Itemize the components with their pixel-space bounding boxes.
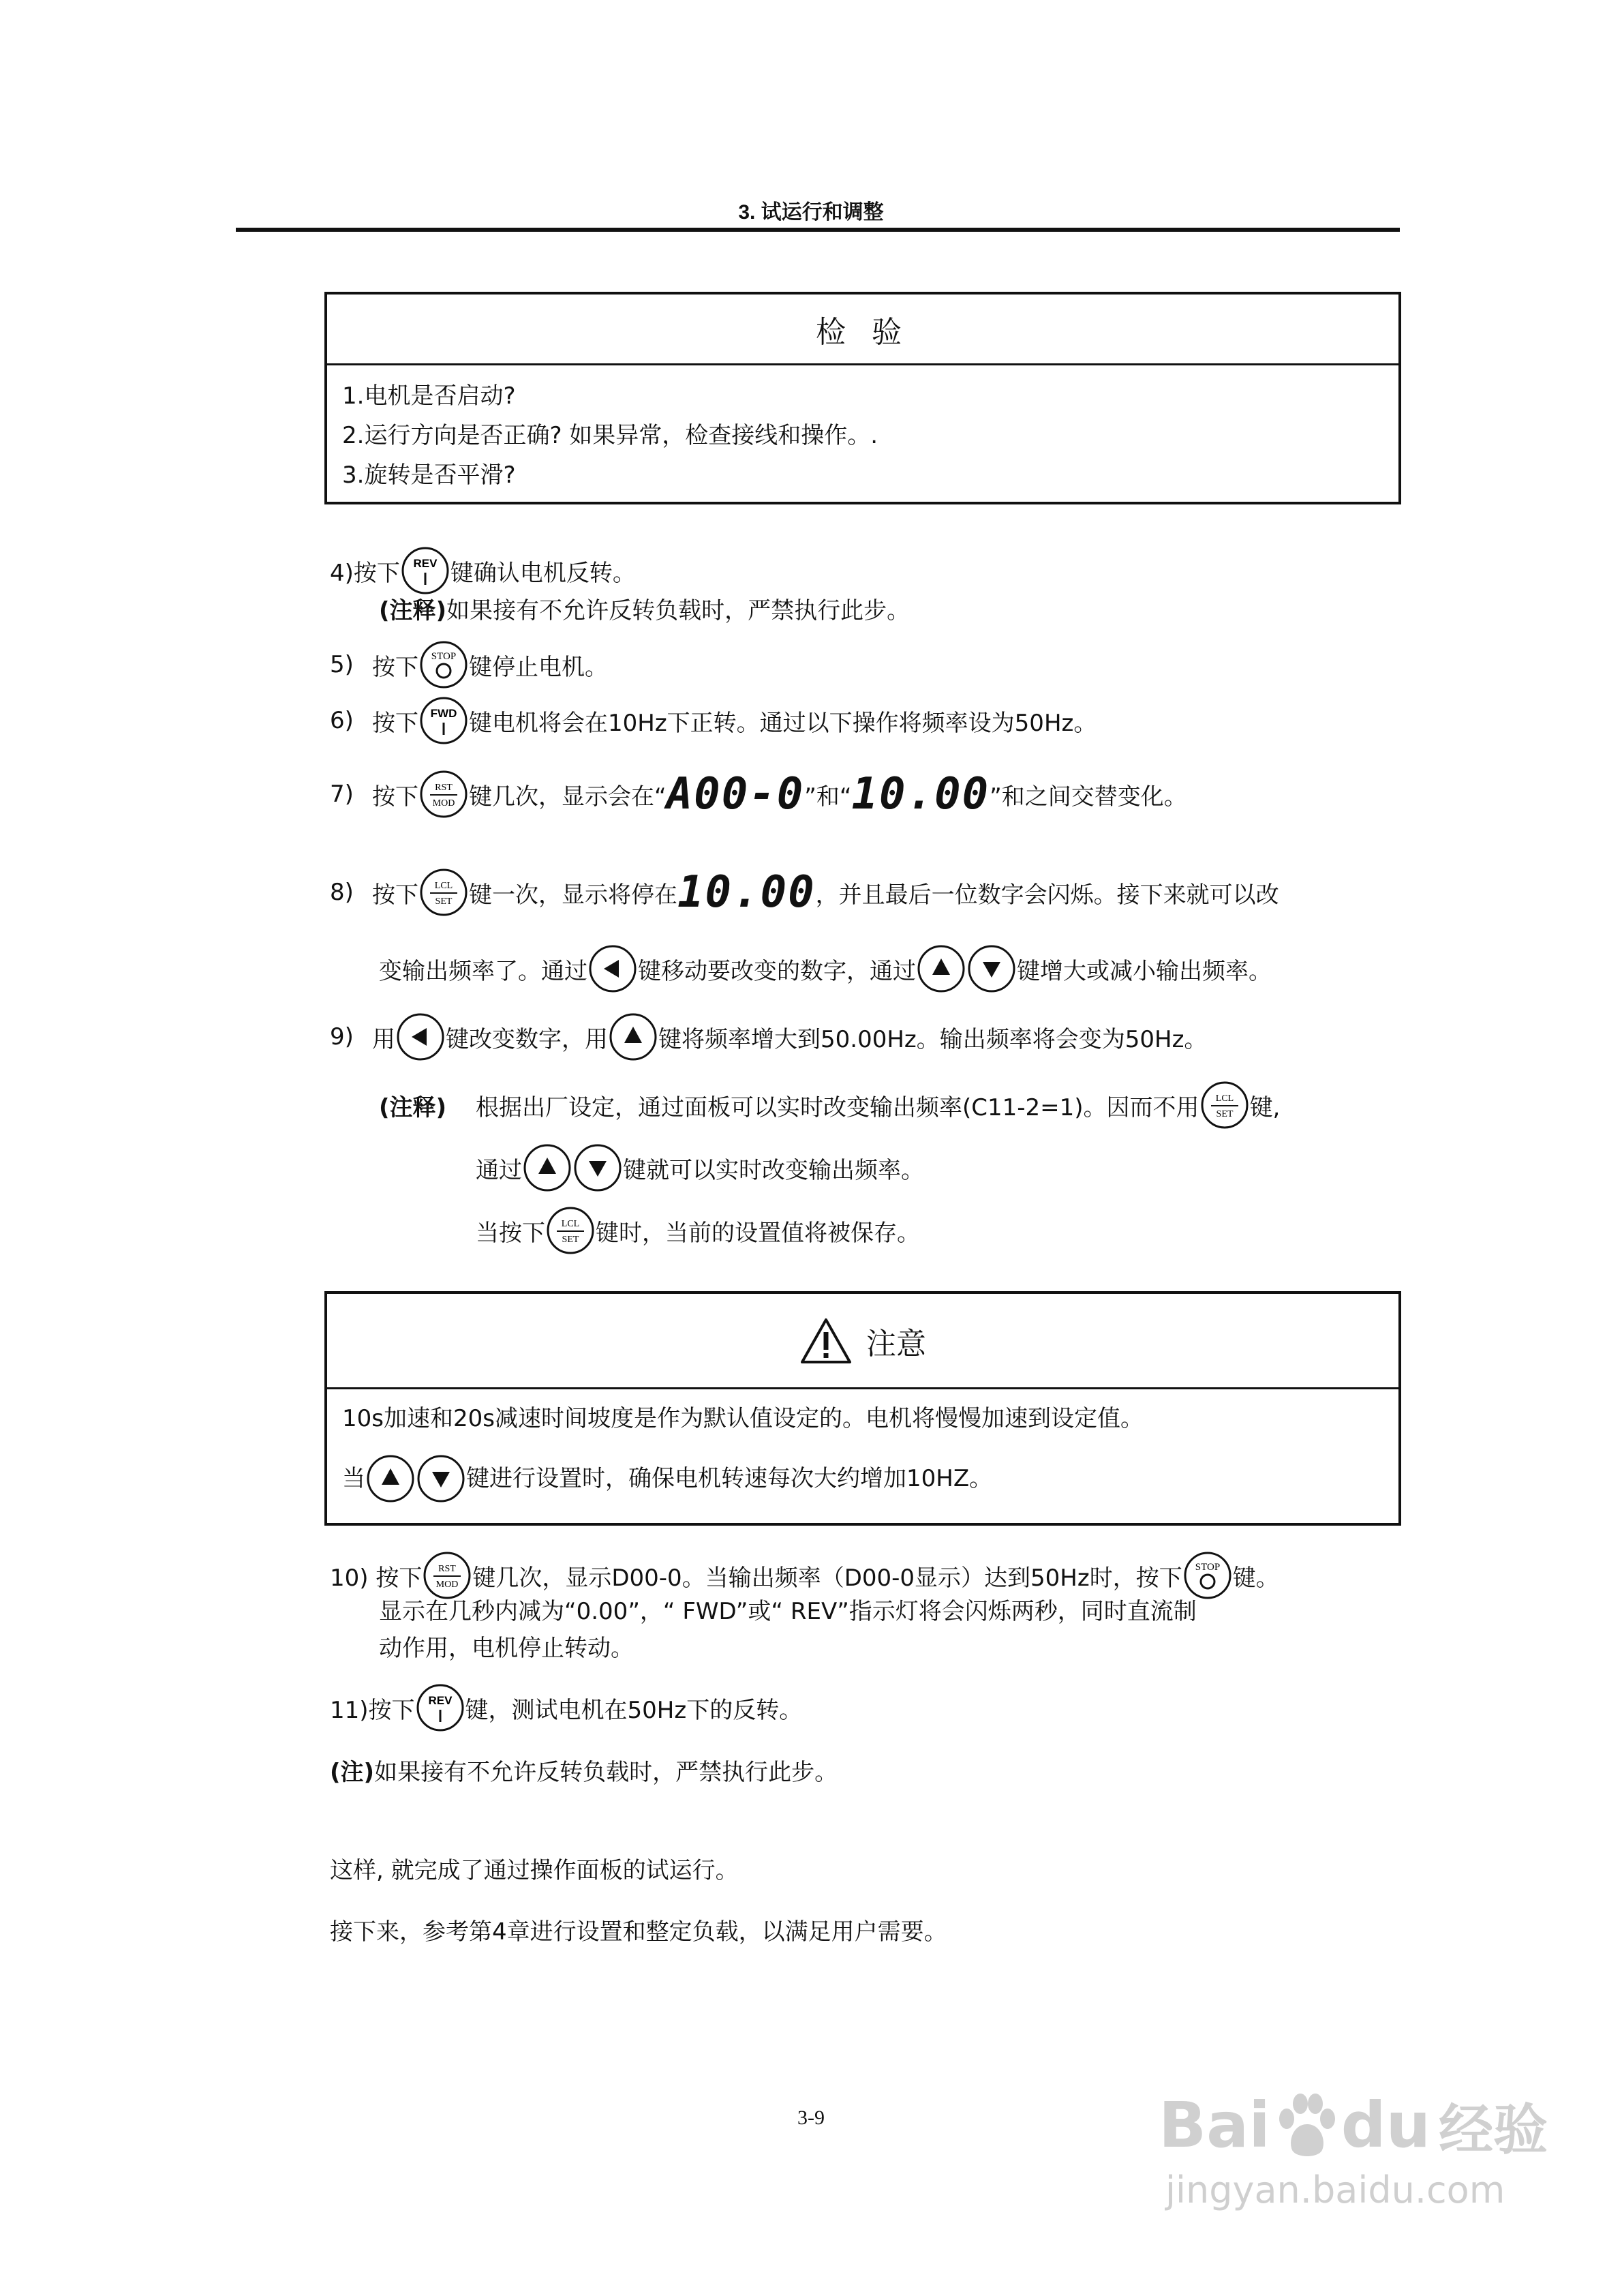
note-label: (注释) (379, 597, 447, 624)
left-arrow-key-icon (587, 943, 638, 994)
stop-key-icon (418, 639, 469, 690)
fwd-key-icon (418, 695, 469, 746)
step-8-text-c: 变输出频率了。通过 (379, 957, 587, 985)
closing-line-1 (330, 1852, 739, 1885)
note-text-b: 键, (1249, 1093, 1281, 1121)
note-text: 通过 (476, 1156, 522, 1184)
caution-line-2 (327, 1453, 1398, 1504)
step-7-text-b: ”和“ (804, 783, 852, 811)
step-5 (330, 639, 608, 690)
set-key-label: SET (435, 896, 453, 907)
step-6 (330, 695, 1097, 746)
step-9-text-c: 键将频率增大到50.00Hz。输出频率将会变为50Hz。 (658, 1025, 1208, 1053)
rev-key-icon (400, 545, 450, 596)
stop-key-label: STOP (1195, 1562, 1220, 1573)
check-item: 2.运行方向是否正确? 如果异常，检查接线和操作。. (342, 422, 878, 449)
step-10-line-2 (379, 1592, 1197, 1626)
down-arrow-key-icon (416, 1453, 466, 1504)
note-label: (注) (330, 1759, 375, 1786)
set-key-label: SET (562, 1235, 579, 1245)
step-10-text-c: 显示在几秒内减为“0.00”，“ FWD”或“ REV”指示灯将会闪烁两秒，同时直流制 (379, 1598, 1197, 1625)
step-10-text-b: 键。 (1232, 1564, 1279, 1592)
page-header-title: 3. 试运行和调整 (738, 201, 884, 224)
up-arrow-key-icon (522, 1143, 572, 1193)
check-item: 1.电机是否启动? (342, 382, 516, 410)
rst-mod-key-icon (418, 769, 469, 819)
baidu-watermark (1159, 2086, 1595, 2250)
lcl-key-label: LCL (434, 881, 453, 891)
step-8-text-a: 键一次，显示将停在 (469, 881, 677, 909)
step-number: 7) (330, 781, 354, 808)
step-11-text: 键，测试电机在50Hz下的反转。 (465, 1696, 803, 1724)
note-text: 当按下 (476, 1219, 545, 1247)
step-10-text-d: 动作用，电机停止转动。 (379, 1635, 634, 1662)
watermark-brand: Bai (1159, 2089, 1270, 2162)
note-text: 键就可以实时改变输出频率。 (623, 1156, 924, 1184)
step-6-prefix: 按下 (372, 709, 418, 737)
check-box-title: 检 验 (816, 314, 910, 350)
caution-title: 注意 (866, 1326, 926, 1361)
step-5-prefix: 按下 (372, 653, 418, 681)
watermark-brand-2: du (1341, 2089, 1431, 2162)
step-10-prefix: 10) 按下 (330, 1564, 423, 1592)
step-4-prefix: 4)按下 (330, 559, 400, 587)
caution-box-header (327, 1294, 1398, 1389)
step-number: 5) (330, 651, 354, 678)
step-9 (330, 1012, 1207, 1062)
up-arrow-key-icon (608, 1012, 658, 1062)
rst-key-label: RST (438, 1564, 457, 1574)
up-arrow-key-icon (365, 1453, 416, 1504)
rst-key-label: RST (435, 783, 453, 793)
step-9-note-2 (476, 1143, 924, 1193)
step-8-text-d: 键移动要改变的数字，通过 (638, 957, 916, 985)
watermark-url: jingyan.baidu.com (1165, 2169, 1505, 2211)
left-arrow-key-icon (395, 1012, 446, 1062)
caution-text-a: 当 (342, 1465, 365, 1492)
step-9-text-b: 键改变数字，用 (446, 1025, 608, 1053)
step-7-text-c: ”和之间交替变化。 (990, 783, 1187, 811)
mod-key-label: MOD (432, 798, 455, 809)
down-arrow-key-icon (966, 943, 1017, 994)
check-box (324, 292, 1401, 504)
down-arrow-key-icon (572, 1143, 623, 1193)
stop-key-label: STOP (431, 651, 457, 662)
step-8-text-e: 键增大或减小输出频率。 (1017, 957, 1272, 985)
watermark-brand-3: 经验 (1439, 2098, 1548, 2162)
step-9-note-3 (476, 1205, 920, 1256)
display-10-00: 10.00 (851, 769, 990, 819)
step-number: 6) (330, 707, 354, 734)
check-box-header (327, 294, 1398, 365)
step-6-text: 键电机将会在10Hz下正转。通过以下操作将频率设为50Hz。 (469, 709, 1097, 737)
closing-text: 这样, 就完成了通过操作面板的试运行。 (330, 1857, 739, 1884)
paw-icon (1273, 2091, 1338, 2160)
step-8 (330, 867, 1279, 918)
step-4 (330, 545, 636, 596)
step-11-note (330, 1753, 838, 1787)
caution-box (324, 1291, 1401, 1526)
step-number: 8) (330, 879, 354, 906)
rev-key-label: REV (428, 1694, 453, 1707)
display-10-00: 10.00 (677, 867, 816, 918)
step-7-prefix: 按下 (372, 783, 418, 811)
display-a00: A00-0 (666, 769, 805, 819)
step-number: 9) (330, 1023, 354, 1051)
up-arrow-key-icon (916, 943, 966, 994)
page-number: 3-9 (797, 2106, 825, 2129)
warning-triangle-icon (799, 1317, 853, 1365)
caution-text-b: 键进行设置时，确保电机转速每次大约增加10HZ。 (466, 1465, 993, 1492)
note-text-a: 根据出厂设定，通过面板可以实时改变输出频率(C11-2=1)。因而不用 (476, 1093, 1199, 1121)
rev-key-icon (415, 1682, 465, 1733)
set-key-label: SET (1216, 1109, 1234, 1119)
step-10-text-a: 键几次，显示D00-0。当输出频率（D00-0显示）达到50Hz时，按下 (472, 1564, 1182, 1592)
step-9-note (379, 1080, 1280, 1130)
note-label: (注释) (379, 1093, 447, 1121)
rev-key-label: REV (413, 557, 438, 570)
lcl-key-label: LCL (561, 1219, 580, 1229)
step-8-text-b: ，并且最后一位数字会闪烁。接下来就可以改 (815, 881, 1279, 909)
header-rule (236, 228, 1400, 232)
step-11-prefix: 11)按下 (330, 1696, 415, 1724)
step-9-text-a: 用 (372, 1025, 395, 1053)
step-4-note (379, 592, 910, 625)
lcl-set-key-icon (1199, 1080, 1250, 1130)
step-4-text: 键确认电机反转。 (450, 559, 636, 587)
step-8-prefix: 按下 (372, 881, 418, 909)
fwd-key-label: FWD (430, 707, 457, 720)
step-10-line-3 (379, 1629, 634, 1663)
step-7 (330, 769, 1187, 819)
step-8-line-2 (379, 943, 1272, 994)
step-7-text-a: 键几次，显示会在“ (469, 783, 667, 811)
note-text: 如果接有不允许反转负载时，严禁执行此步。 (374, 1759, 838, 1786)
lcl-set-key-icon (545, 1205, 596, 1256)
lcl-set-key-icon (418, 867, 469, 918)
note-text: 键时，当前的设置值将被保存。 (596, 1219, 920, 1247)
closing-text: 接下来，参考第4章进行设置和整定负载，以满足用户需要。 (330, 1918, 947, 1946)
step-11 (330, 1682, 802, 1733)
lcl-key-label: LCL (1215, 1093, 1234, 1104)
check-item: 3.旋转是否平滑? (342, 462, 516, 489)
mod-key-label: MOD (436, 1580, 459, 1590)
step-5-text: 键停止电机。 (469, 653, 608, 681)
caution-line-1: 10s加速和20s减速时间坡度是作为默认值设定的。电机将慢慢加速到设定值。 (342, 1405, 1144, 1432)
closing-line-2 (330, 1913, 947, 1946)
note-text: 如果接有不允许反转负载时，严禁执行此步。 (446, 597, 911, 624)
